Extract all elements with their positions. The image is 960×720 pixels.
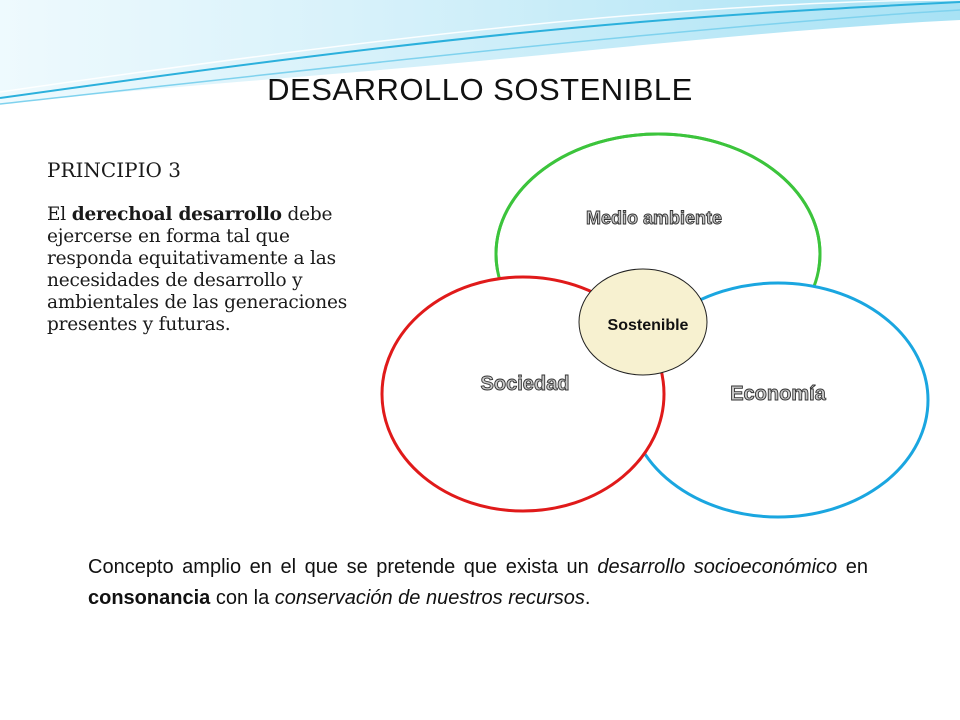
principle-heading: PRINCIPIO 3 [47,158,181,182]
concept-part-3: con la [210,587,275,609]
principle-text-bold-1: derecho [71,204,154,225]
concept-italic-1: desarrollo socioeconómico [597,556,838,578]
principle-text-prefix: El [47,204,72,225]
concept-part-1: Concepto amplio en el que se pretende que exista un [88,556,598,578]
concept-part-4: . [584,587,591,609]
environment-label: Medio ambiente [585,208,723,228]
principle-block [47,158,365,336]
concept-italic-2: conservación de nuestros recursos [274,587,585,609]
society-label: Sociedad [480,373,570,395]
principle-text-bold-2: al desarrollo [153,204,282,225]
principle-text [47,204,365,336]
concept-paragraph [88,552,868,614]
sustainability-venn-diagram [380,130,930,520]
economy-label: Economía [730,383,826,405]
concept-bold-1: consonancia [88,587,211,609]
slide-title: DESARROLLO SOSTENIBLE [267,72,693,107]
principle-text-rest: debe ejercerse en forma tal que responda equitativamente a las necesidades de desarrollo y ambientales de las generaciones presentes y futuras. [47,204,347,335]
concept-part-2: en [837,556,869,578]
center-label: Sostenible [607,317,689,334]
